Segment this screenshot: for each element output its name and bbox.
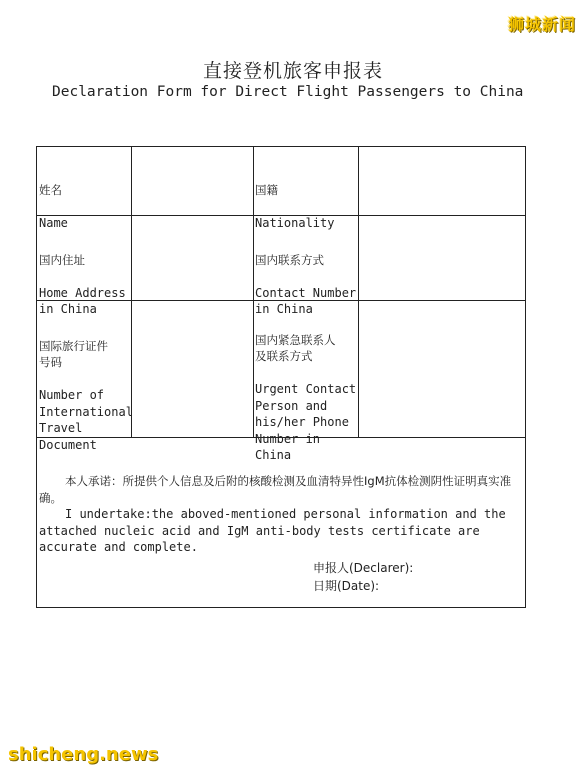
watermark-site-bottom: shicheng.news	[8, 744, 159, 765]
form-title-chinese: 直接登机旅客申报表	[202, 60, 383, 82]
nationality-label-en: Nationality	[255, 215, 335, 230]
home-address-label	[39, 235, 126, 334]
name-label-en: Name	[39, 215, 68, 230]
urgent-contact-label	[255, 315, 356, 480]
date-label: 日期(Date):	[313, 579, 380, 593]
watermark-logo-top: 狮城新闻	[507, 15, 576, 34]
name-label-cn: 姓名	[39, 182, 62, 197]
declarer-signature-label: 申报人(Declarer):	[313, 561, 414, 575]
urgent-contact-label-cn: 国内紧急联系人 及联系方式	[255, 332, 336, 363]
pledge-text-cn: 本人承诺：所提供个人信息及后附的核酸检测及血清特异性IgM抗体检测阴性证明真实准确。	[39, 474, 512, 505]
contact-number-label-en: Contact Number in China	[255, 285, 357, 316]
pledge-text-en: I undertake:the aboved-mentioned personal information and the attached nucleic acid and IgM anti-body tests certificate are accurate and complete.	[39, 507, 506, 554]
declaration-form-table	[36, 146, 526, 608]
urgent-contact-label-en: Urgent Contact Person and his/her Phone Number in China	[255, 382, 357, 462]
contact-number-label-cn: 国内联系方式	[255, 252, 324, 267]
form-title-english: Declaration Form for Direct Flight Passengers to China	[52, 84, 524, 100]
travel-document-label-cn: 国际旅行证件 号码	[39, 338, 108, 369]
travel-document-label-en: Number of International Travel Document	[39, 388, 133, 452]
nationality-label-cn: 国籍	[255, 182, 278, 197]
column-divider	[358, 147, 359, 437]
travel-document-label	[39, 321, 133, 470]
home-address-label-cn: 国内住址	[39, 252, 85, 267]
pledge-statement	[39, 473, 527, 556]
home-address-label-en: Home Address in China	[39, 285, 126, 316]
column-divider	[253, 147, 254, 437]
